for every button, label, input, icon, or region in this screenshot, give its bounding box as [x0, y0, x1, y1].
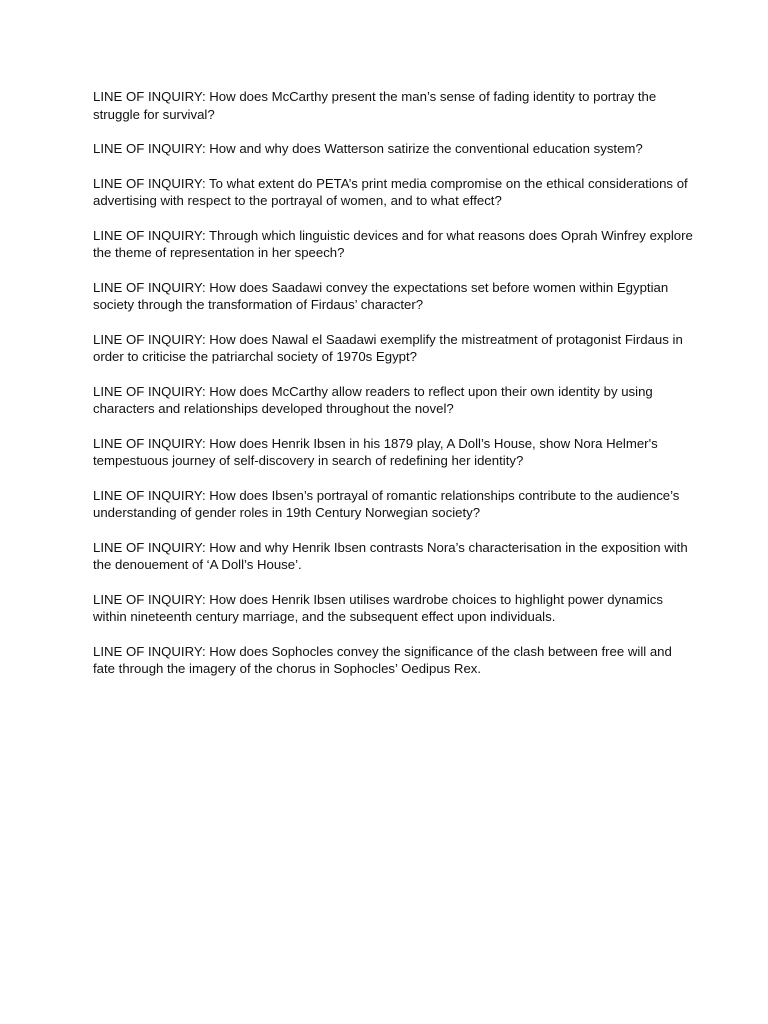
document-body [93, 88, 693, 695]
inquiry-paragraph: LINE OF INQUIRY: How does Henrik Ibsen in his 1879 play, A Doll’s House, show Nora Helmer's tempestuous journey of self-discovery in search of redefining her identity? [93, 435, 658, 468]
inquiry-paragraph: LINE OF INQUIRY: How does Saadawi convey the expectations set before women within Egyptian society through the transformation of Firdaus’ character? [93, 279, 669, 312]
inquiry-paragraph: LINE OF INQUIRY: How does McCarthy present the man’s sense of fading identity to portray the struggle for survival? [93, 89, 657, 122]
inquiry-paragraph: LINE OF INQUIRY: To what extent do PETA’s print media compromise on the ethical considerations of advertising with respect to the portrayal of women, and to what effect? [93, 175, 688, 208]
inquiry-paragraph: LINE OF INQUIRY: How does Ibsen’s portrayal of romantic relationships contribute to the audience’s understanding of gender roles in 19th Century Norwegian society? [93, 487, 680, 520]
inquiry-paragraph: LINE OF INQUIRY: How does Sophocles convey the significance of the clash between free will and fate through the imagery of the chorus in Sophocles’ Oedipus Rex. [93, 643, 672, 676]
inquiry-paragraph: LINE OF INQUIRY: How and why Henrik Ibsen contrasts Nora’s characterisation in the exposition with the denouement of ‘A Doll’s House’. [93, 539, 688, 572]
inquiry-paragraph: LINE OF INQUIRY: How does Nawal el Saadawi exemplify the mistreatment of protagonist Firdaus in order to criticise the patriarchal society of 1970s Egypt? [93, 331, 683, 364]
inquiry-paragraph: LINE OF INQUIRY: Through which linguistic devices and for what reasons does Oprah Winfrey explore the theme of representation in her speech? [93, 227, 693, 260]
inquiry-paragraph: LINE OF INQUIRY: How does Henrik Ibsen utilises wardrobe choices to highlight power dynamics within nineteenth century marriage, and the subsequent effect upon individuals. [93, 591, 663, 624]
inquiry-paragraph: LINE OF INQUIRY: How does McCarthy allow readers to reflect upon their own identity by using characters and relationships developed throughout the novel? [93, 383, 653, 416]
inquiry-paragraph: LINE OF INQUIRY: How and why does Watterson satirize the conventional education system? [93, 141, 643, 156]
